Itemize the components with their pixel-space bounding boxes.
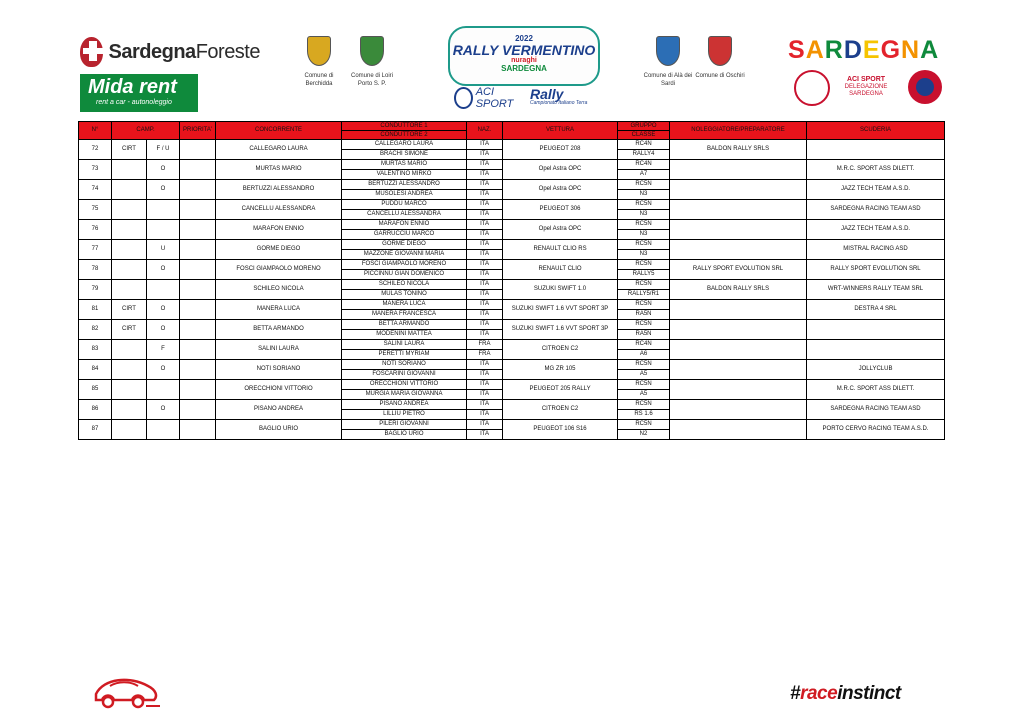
entry-concorrente: CANCELLU ALESSANDRA xyxy=(216,200,342,220)
entry-priorita: F / U xyxy=(147,140,180,160)
entry-naz-2: ITA xyxy=(467,190,503,200)
header-camp: CAMP. xyxy=(112,122,180,140)
entry-vettura: Opel Astra OPC xyxy=(503,160,618,180)
entry-number: 74 xyxy=(79,180,112,200)
rally-region: SARDEGNA xyxy=(501,64,547,73)
entry-gruppo: RC5N xyxy=(618,360,670,370)
entry-number: 78 xyxy=(79,260,112,280)
entry-driver-2: FOSCARINI GIOVANNI xyxy=(342,370,467,380)
automobile-club-icon xyxy=(908,70,942,104)
entry-noleggiatore: RALLY SPORT EVOLUTION SRL xyxy=(670,260,807,280)
entry-camp xyxy=(112,240,147,260)
entry-classe: N2 xyxy=(618,430,670,440)
entry-vettura: PEUGEOT 208 xyxy=(503,140,618,160)
entry-priorita: U xyxy=(147,240,180,260)
aci-round-icon xyxy=(794,70,830,106)
entry-blank-cell xyxy=(180,260,216,280)
comune-berchidda xyxy=(291,36,347,88)
entry-noleggiatore xyxy=(670,340,807,360)
entry-driver-1: FOSCI GIAMPAOLO MORENO xyxy=(342,260,467,270)
entry-gruppo: RC4N xyxy=(618,340,670,350)
entry-priorita xyxy=(147,380,180,400)
entry-naz-1: ITA xyxy=(467,180,503,190)
entry-gruppo: RC5N xyxy=(618,200,670,210)
entry-noleggiatore xyxy=(670,200,807,220)
entry-naz-2: ITA xyxy=(467,430,503,440)
entry-scuderia: WRT-WINNERS RALLY TEAM SRL xyxy=(807,280,945,300)
entry-gruppo: RC5N xyxy=(618,280,670,290)
rally-year: 2022 xyxy=(515,34,533,43)
entry-driver-2: BAGLIO URIO xyxy=(342,430,467,440)
entry-number: 76 xyxy=(79,220,112,240)
entry-concorrente: BETTA ARMANDO xyxy=(216,320,342,340)
entry-driver-1: BERTUZZI ALESSANDRO xyxy=(342,180,467,190)
campionato-sub: Campionato Italiano Terra xyxy=(530,100,588,106)
entry-scuderia: JOLLYCLUB xyxy=(807,360,945,380)
table-row xyxy=(79,400,945,410)
entry-priorita: O xyxy=(147,400,180,420)
aci-sport-logo xyxy=(454,86,524,110)
entry-vettura: CITROEN C2 xyxy=(503,400,618,420)
entry-vettura: Opel Astra OPC xyxy=(503,220,618,240)
entry-camp: CIRT xyxy=(112,320,147,340)
header-gruppo: GRUPPO xyxy=(618,122,670,131)
sardegna-letter: S xyxy=(788,36,806,64)
entry-scuderia: JAZZ TECH TEAM A.S.D. xyxy=(807,220,945,240)
entry-vettura: SUZUKI SWIFT 1.6 VVT SPORT 3P xyxy=(503,300,618,320)
sardegna-letter: A xyxy=(805,36,825,64)
entry-priorita xyxy=(147,220,180,240)
entry-camp: CIRT xyxy=(112,140,147,160)
entry-scuderia: MISTRAL RACING ASD xyxy=(807,240,945,260)
entry-driver-1: NOTI SORIANO xyxy=(342,360,467,370)
entry-number: 77 xyxy=(79,240,112,260)
entry-driver-2: PICCINNU GIAN DOMENICO xyxy=(342,270,467,280)
table-row xyxy=(79,160,945,170)
entry-naz-1: ITA xyxy=(467,360,503,370)
entry-naz-1: ITA xyxy=(467,320,503,330)
entry-concorrente: MANERA LUCA xyxy=(216,300,342,320)
comune-loiri-label: Comune di Loiri Porto S. P. xyxy=(350,73,394,87)
entry-driver-1: GORME DIEGO xyxy=(342,240,467,250)
entry-number: 75 xyxy=(79,200,112,220)
entry-number: 73 xyxy=(79,160,112,180)
entry-driver-1: PUDDU MARCO xyxy=(342,200,467,210)
entry-blank-cell xyxy=(180,420,216,440)
entry-vettura: PEUGEOT 306 xyxy=(503,200,618,220)
entry-concorrente: ORECCHIONI VITTORIO xyxy=(216,380,342,400)
entry-blank-cell xyxy=(180,240,216,260)
entry-naz-1: ITA xyxy=(467,260,503,270)
entry-vettura: MG ZR 105 xyxy=(503,360,618,380)
entry-camp xyxy=(112,160,147,180)
entry-naz-2: ITA xyxy=(467,370,503,380)
entry-driver-1: PILERI GIOVANNI xyxy=(342,420,467,430)
table-row xyxy=(79,300,945,310)
entry-scuderia: SARDEGNA RACING TEAM ASD xyxy=(807,400,945,420)
entry-vettura: RENAULT CLIO RS xyxy=(503,240,618,260)
entry-camp xyxy=(112,360,147,380)
entry-priorita: O xyxy=(147,260,180,280)
entry-naz-1: ITA xyxy=(467,380,503,390)
entry-gruppo: RC4N xyxy=(618,140,670,150)
header-conduttore2: CONDUTTORE 2 xyxy=(342,131,467,140)
entry-number: 82 xyxy=(79,320,112,340)
entry-concorrente: PISANO ANDREA xyxy=(216,400,342,420)
ala-crest-icon xyxy=(656,36,680,66)
entry-priorita: O xyxy=(147,160,180,180)
entry-camp xyxy=(112,200,147,220)
entry-concorrente: SALINI LAURA xyxy=(216,340,342,360)
table-row xyxy=(79,240,945,250)
entry-noleggiatore xyxy=(670,420,807,440)
entry-scuderia xyxy=(807,340,945,360)
entry-classe: N3 xyxy=(618,210,670,220)
entry-concorrente: SCHILEO NICOLA xyxy=(216,280,342,300)
entry-gruppo: RC5N xyxy=(618,180,670,190)
entry-blank-cell xyxy=(180,200,216,220)
comune-ala xyxy=(640,36,696,88)
entry-naz-1: ITA xyxy=(467,300,503,310)
sardegna-letter: G xyxy=(880,36,902,64)
table-header-row xyxy=(79,122,945,131)
raceinstinct-race: race xyxy=(800,683,838,704)
entry-classe: A6 xyxy=(618,350,670,360)
entry-classe: N3 xyxy=(618,230,670,240)
sardegna-letter: R xyxy=(824,36,844,64)
header-priorita: PRIORITA' xyxy=(180,122,216,140)
entry-number: 79 xyxy=(79,280,112,300)
comune-loiri xyxy=(344,36,400,88)
header-vettura: VETTURA xyxy=(503,122,618,140)
entry-naz-2: ITA xyxy=(467,250,503,260)
rally-sub: nuraghi xyxy=(511,57,537,64)
mida-rent-logo xyxy=(80,74,198,112)
table-row xyxy=(79,180,945,190)
entry-classe: RALLY4 xyxy=(618,150,670,160)
entry-scuderia: SARDEGNA RACING TEAM ASD xyxy=(807,200,945,220)
entry-driver-2: MODENINI MATTEA xyxy=(342,330,467,340)
raceinstinct-instinct: instinct xyxy=(837,683,901,704)
entry-naz-2: ITA xyxy=(467,230,503,240)
aci-deleg-sub: DELEGAZIONE SARDEGNA xyxy=(844,84,888,97)
campionato-name: Rally xyxy=(530,86,564,102)
entry-blank-cell xyxy=(180,280,216,300)
entry-camp xyxy=(112,220,147,240)
entry-blank-cell xyxy=(180,140,216,160)
entry-blank-cell xyxy=(180,340,216,360)
entry-noleggiatore xyxy=(670,380,807,400)
entry-concorrente: NOTI SORIANO xyxy=(216,360,342,380)
entry-vettura: PEUGEOT 106 S16 xyxy=(503,420,618,440)
entry-naz-2: FRA xyxy=(467,350,503,360)
entry-naz-2: ITA xyxy=(467,290,503,300)
raceinstinct-hash: # xyxy=(790,683,801,704)
entry-noleggiatore xyxy=(670,400,807,420)
entry-number: 84 xyxy=(79,360,112,380)
entry-number: 81 xyxy=(79,300,112,320)
table-row xyxy=(79,420,945,430)
sardegna-foreste-logo xyxy=(80,34,260,70)
entry-naz-1: ITA xyxy=(467,280,503,290)
entry-naz-1: ITA xyxy=(467,200,503,210)
entry-driver-2: MUSOLESI ANDREA xyxy=(342,190,467,200)
entry-camp xyxy=(112,400,147,420)
comune-oschiri-label: Comune di Oschiri xyxy=(695,73,745,79)
sardegna-foreste-bold: Sardegna xyxy=(108,40,196,63)
table-row xyxy=(79,320,945,330)
entry-driver-1: MURTAS MARIO xyxy=(342,160,467,170)
entry-classe: N3 xyxy=(618,250,670,260)
entry-blank-cell xyxy=(180,160,216,180)
entry-camp xyxy=(112,280,147,300)
entry-concorrente: BAGLIO URIO xyxy=(216,420,342,440)
entry-classe: RALLY5/R1 xyxy=(618,290,670,300)
entry-noleggiatore xyxy=(670,160,807,180)
entry-concorrente: FOSCI GIAMPAOLO MORENO xyxy=(216,260,342,280)
entry-noleggiatore: BALDON RALLY SRLS xyxy=(670,280,807,300)
entry-driver-1: SALINI LAURA xyxy=(342,340,467,350)
entry-priorita: O xyxy=(147,300,180,320)
entry-naz-1: ITA xyxy=(467,240,503,250)
entry-naz-1: ITA xyxy=(467,160,503,170)
entry-number: 83 xyxy=(79,340,112,360)
entry-classe: RA5N xyxy=(618,330,670,340)
entry-camp xyxy=(112,260,147,280)
entry-classe: RS 1.6 xyxy=(618,410,670,420)
table-row xyxy=(79,380,945,390)
table-row xyxy=(79,280,945,290)
mida-rent-tagline: rent a car - autonoleggio xyxy=(96,99,172,106)
header-concorrente: CONCORRENTE xyxy=(216,122,342,140)
entry-blank-cell xyxy=(180,300,216,320)
campionato-terra-logo xyxy=(530,86,598,110)
sardegna-letter: D xyxy=(843,36,863,64)
entry-gruppo: RC5N xyxy=(618,220,670,230)
entry-driver-2: PERETTI MYRIAM xyxy=(342,350,467,360)
entry-blank-cell xyxy=(180,380,216,400)
header-classe: CLASSE xyxy=(618,131,670,140)
entry-priorita: O xyxy=(147,180,180,200)
table-row xyxy=(79,200,945,210)
sardegna-crest-icon xyxy=(80,37,103,67)
aci-sport-text: ACI SPORT xyxy=(475,86,514,110)
entry-noleggiatore xyxy=(670,240,807,260)
entry-noleggiatore xyxy=(670,300,807,320)
entry-number: 87 xyxy=(79,420,112,440)
entry-gruppo: RC5N xyxy=(618,260,670,270)
entry-vettura: Opel Astra OPC xyxy=(503,180,618,200)
entry-concorrente: CALLEGARO LAURA xyxy=(216,140,342,160)
comune-berchidda-label: Comune di Berchidda xyxy=(304,73,334,87)
entry-driver-2: CANCELLU ALESSANDRA xyxy=(342,210,467,220)
entry-driver-1: CALLEGARO LAURA xyxy=(342,140,467,150)
entry-driver-2: VALENTINO MIRKO xyxy=(342,170,467,180)
entry-driver-1: PISANO ANDREA xyxy=(342,400,467,410)
sardegna-letter: E xyxy=(862,36,881,64)
table-row xyxy=(79,340,945,350)
entry-camp xyxy=(112,380,147,400)
entry-scuderia xyxy=(807,140,945,160)
entry-vettura: RENAULT CLIO xyxy=(503,260,618,280)
entry-driver-2: MURGIA MARIA GIOVANNA xyxy=(342,390,467,400)
entry-gruppo: RC5N xyxy=(618,300,670,310)
entry-number: 86 xyxy=(79,400,112,420)
entry-blank-cell xyxy=(180,220,216,240)
entry-noleggiatore xyxy=(670,180,807,200)
raceinstinct-logo xyxy=(790,683,950,707)
entry-gruppo: RC5N xyxy=(618,320,670,330)
entry-camp xyxy=(112,340,147,360)
oschiri-crest-icon xyxy=(708,36,732,66)
aci-disc-icon xyxy=(454,87,473,109)
entry-blank-cell xyxy=(180,180,216,200)
entry-vettura: SUZUKI SWIFT 1.0 xyxy=(503,280,618,300)
entry-list-table xyxy=(78,121,945,440)
entry-driver-2: MULAS TONINO xyxy=(342,290,467,300)
entry-camp xyxy=(112,180,147,200)
entry-priorita xyxy=(147,280,180,300)
header-scuderia: SCUDERIA xyxy=(807,122,945,140)
entry-camp: CIRT xyxy=(112,300,147,320)
entry-blank-cell xyxy=(180,400,216,420)
entry-concorrente: BERTUZZI ALESSANDRO xyxy=(216,180,342,200)
comune-ala-label: Comune di Alà dei Sardi xyxy=(643,73,693,87)
entry-classe: N3 xyxy=(618,190,670,200)
mida-rent-name: Mida rent xyxy=(88,76,177,98)
entry-driver-1: MARAFON ENNIO xyxy=(342,220,467,230)
table-row xyxy=(79,140,945,150)
entry-classe: A7 xyxy=(618,170,670,180)
entry-priorita: F xyxy=(147,340,180,360)
entry-naz-1: FRA xyxy=(467,340,503,350)
table-row xyxy=(79,360,945,370)
entry-naz-1: ITA xyxy=(467,420,503,430)
entry-noleggiatore xyxy=(670,320,807,340)
entry-number: 72 xyxy=(79,140,112,160)
entry-classe: A5 xyxy=(618,370,670,380)
header-naz: NAZ. xyxy=(467,122,503,140)
entry-driver-1: SCHILEO NICOLA xyxy=(342,280,467,290)
entry-list-body xyxy=(79,122,945,440)
rally-vermentino-logo xyxy=(448,26,600,86)
header-noleggiatore: NOLEGGIATORE/PREPARATORE xyxy=(670,122,807,140)
entry-naz-1: ITA xyxy=(467,140,503,150)
entry-driver-1: MANERA LUCA xyxy=(342,300,467,310)
entry-scuderia: JAZZ TECH TEAM A.S.D. xyxy=(807,180,945,200)
aci-deleg-title: ACI SPORT xyxy=(846,76,886,83)
entry-blank-cell xyxy=(180,320,216,340)
sardegna-letter: A xyxy=(920,36,940,64)
entry-driver-1: BETTA ARMANDO xyxy=(342,320,467,330)
entry-vettura: SUZUKI SWIFT 1.6 VVT SPORT 3P xyxy=(503,320,618,340)
entry-naz-2: ITA xyxy=(467,210,503,220)
entry-priorita xyxy=(147,200,180,220)
entry-priorita: O xyxy=(147,360,180,380)
rally-name: RALLY VERMENTINO xyxy=(452,42,596,58)
entry-scuderia: DESTRA 4 SRL xyxy=(807,300,945,320)
entry-naz-2: ITA xyxy=(467,150,503,160)
entry-naz-1: ITA xyxy=(467,220,503,230)
entry-naz-2: ITA xyxy=(467,330,503,340)
entry-naz-2: ITA xyxy=(467,170,503,180)
entry-driver-1: ORECCHIONI VITTORIO xyxy=(342,380,467,390)
entry-concorrente: GORME DIEGO xyxy=(216,240,342,260)
entry-gruppo: RC5N xyxy=(618,240,670,250)
table-row xyxy=(79,220,945,230)
entry-scuderia: PORTO CERVO RACING TEAM A.S.D. xyxy=(807,420,945,440)
header-conduttore1: CONDUTTORE 1 xyxy=(342,122,467,131)
sardegna-letter: N xyxy=(901,36,921,64)
entry-noleggiatore xyxy=(670,220,807,240)
entry-driver-2: BRACHI SIMONE xyxy=(342,150,467,160)
entry-naz-2: ITA xyxy=(467,310,503,320)
entry-driver-2: GARRUCCIU MARCO xyxy=(342,230,467,240)
entry-gruppo: RC5N xyxy=(618,400,670,410)
berchidda-crest-icon xyxy=(307,36,331,66)
loiri-crest-icon xyxy=(360,36,384,66)
entry-classe: RALLY5 xyxy=(618,270,670,280)
entry-scuderia: RALLY SPORT EVOLUTION SRL xyxy=(807,260,945,280)
entry-noleggiatore xyxy=(670,360,807,380)
entry-vettura: PEUGEOT 205 RALLY xyxy=(503,380,618,400)
sardegna-foreste-light: Foreste xyxy=(195,40,260,63)
entry-scuderia: M.R.C. SPORT ASS DILETT. xyxy=(807,160,945,180)
entry-number: 85 xyxy=(79,380,112,400)
entry-vettura: CITROEN C2 xyxy=(503,340,618,360)
entry-driver-2: LILLIU PIETRO xyxy=(342,410,467,420)
rally-car-logo-icon xyxy=(90,672,162,712)
entry-naz-2: ITA xyxy=(467,410,503,420)
entry-scuderia: M.R.C. SPORT ASS DILETT. xyxy=(807,380,945,400)
entry-concorrente: MARAFON ENNIO xyxy=(216,220,342,240)
entry-priorita xyxy=(147,420,180,440)
aci-delegazione-logo xyxy=(832,76,900,98)
table-row xyxy=(79,260,945,270)
entry-concorrente: MURTAS MARIO xyxy=(216,160,342,180)
entry-gruppo: RC5N xyxy=(618,380,670,390)
entry-noleggiatore: BALDON RALLY SRLS xyxy=(670,140,807,160)
entry-gruppo: RC5N xyxy=(618,420,670,430)
entry-classe: RA5N xyxy=(618,310,670,320)
entry-gruppo: RC4N xyxy=(618,160,670,170)
entry-naz-2: ITA xyxy=(467,270,503,280)
entry-priorita: O xyxy=(147,320,180,340)
entry-classe: A5 xyxy=(618,390,670,400)
sardegna-brand-logo xyxy=(788,36,946,66)
entry-driver-2: MANERA FRANCESCA xyxy=(342,310,467,320)
header-num: N° xyxy=(79,122,112,140)
comune-oschiri xyxy=(692,36,748,80)
entry-blank-cell xyxy=(180,360,216,380)
entry-driver-2: MAZZONE GIOVANNI MARIA xyxy=(342,250,467,260)
entry-naz-1: ITA xyxy=(467,400,503,410)
entry-naz-2: ITA xyxy=(467,390,503,400)
entry-camp xyxy=(112,420,147,440)
entry-scuderia xyxy=(807,320,945,340)
